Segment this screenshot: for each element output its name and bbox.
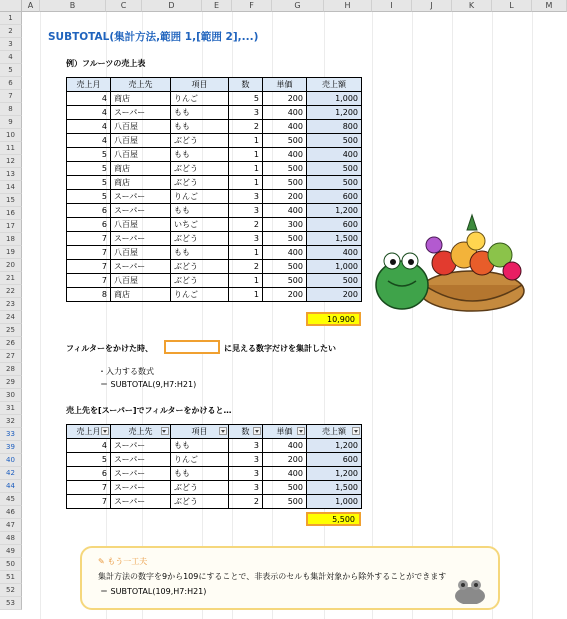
table-cell[interactable]: ぶどう [171,134,229,148]
table-cell[interactable]: 7 [67,246,111,260]
table-cell[interactable]: 八百屋 [111,246,171,260]
table-cell[interactable]: 200 [263,190,307,204]
table-row [67,92,362,106]
lightbulb-icon: ✎ [98,557,108,566]
table-cell[interactable]: 1,500 [307,232,362,246]
row-header-45[interactable]: 45 [0,493,22,506]
formula-label: ・入力する数式 [98,367,154,376]
table-row [67,246,362,260]
column-header-cell [67,78,111,92]
row-header-49[interactable]: 49 [0,545,22,558]
table-cell[interactable]: 1 [229,246,263,260]
frog-icon [452,576,488,604]
table-cell[interactable]: 1 [229,162,263,176]
header-1: 売上月 [76,80,101,89]
table-row [67,190,362,204]
table-row [67,453,362,467]
row-header-44[interactable]: 44 [0,480,22,493]
table-cell[interactable]: 4 [67,106,111,120]
table-cell[interactable]: ぶどう [171,260,229,274]
table-cell[interactable]: 500 [263,176,307,190]
filter-dropdown-icon[interactable] [101,427,109,435]
table-cell[interactable]: 800 [307,120,362,134]
table-row [67,439,362,453]
table-row [67,162,362,176]
table-row [67,288,362,302]
filtered-total-cell[interactable]: 5,500 [306,512,361,526]
row-header-1[interactable]: 1 [0,12,22,25]
table-cell[interactable]: 400 [263,246,307,260]
table-cell[interactable]: 4 [67,92,111,106]
table-cell[interactable]: 1 [229,288,263,302]
table-cell[interactable]: 500 [263,260,307,274]
table-cell[interactable]: 600 [307,190,362,204]
blank-fill-box [164,340,220,354]
page-title: SUBTOTAL(集計方法,範囲 1,[範囲 2],...) [48,31,259,43]
table-row [67,260,362,274]
row-header-12[interactable]: 12 [0,155,22,168]
table-cell[interactable]: 2 [229,260,263,274]
row-header-13[interactable]: 13 [0,168,22,181]
column-header-cell[interactable] [229,425,263,439]
table-cell[interactable]: 八百屋 [111,218,171,232]
table-cell[interactable]: 1,000 [307,495,362,509]
header-3: 項目 [191,427,208,436]
table-cell[interactable]: 400 [307,246,362,260]
row-header-31[interactable]: 31 [0,402,22,415]
table-row [67,204,362,218]
column-header-j[interactable]: J [412,0,452,12]
table-cell[interactable]: 400 [263,467,307,481]
table-cell[interactable]: 1,500 [307,481,362,495]
filter-dropdown-icon[interactable] [352,427,360,435]
tip-box [80,546,500,610]
column-header-d[interactable]: D [142,0,202,12]
row-header-20[interactable]: 20 [0,259,22,272]
header-6: 売上額 [322,427,346,436]
column-header-cell [111,78,171,92]
row-header-30[interactable]: 30 [0,389,22,402]
table-cell[interactable]: 1,200 [307,439,362,453]
filter-text-before: フィルターをかけた時、 [66,344,154,353]
table-row [67,274,362,288]
table-cell[interactable]: 3 [229,439,263,453]
table-row [67,134,362,148]
table-cell[interactable]: 500 [263,162,307,176]
header-1: 売上月 [76,427,101,436]
table-cell[interactable]: 600 [307,218,362,232]
row-header-40[interactable]: 40 [0,454,22,467]
table-row [67,232,362,246]
table-row [67,176,362,190]
table-cell[interactable]: 八百屋 [111,274,171,288]
row-header-21[interactable]: 21 [0,272,22,285]
table-cell[interactable]: もも [171,246,229,260]
grid-line [532,12,533,619]
column-header-cell[interactable] [263,425,307,439]
table-cell[interactable]: 4 [67,439,111,453]
select-all-corner[interactable] [0,0,22,12]
table-cell[interactable]: 200 [263,453,307,467]
table-cell[interactable]: 7 [67,495,111,509]
row-header-8[interactable]: 8 [0,103,22,116]
table-row [67,218,362,232]
table-cell[interactable]: スーパー [111,495,171,509]
row-header-52[interactable]: 52 [0,584,22,597]
row-header-9[interactable]: 9 [0,116,22,129]
row-header-22[interactable]: 22 [0,285,22,298]
table-cell[interactable]: 1 [229,148,263,162]
tip-heading [98,556,147,567]
tip-heading-text: もう一工夫 [107,557,148,566]
table-cell[interactable]: りんご [171,288,229,302]
table-row [67,120,362,134]
table-cell[interactable]: スーパー [111,106,171,120]
table-cell[interactable]: 3 [229,106,263,120]
header-4: 数 [241,80,250,89]
column-header-cell[interactable] [67,425,111,439]
table-cell[interactable]: りんご [171,190,229,204]
row-header-17[interactable]: 17 [0,220,22,233]
column-header-g[interactable]: G [272,0,324,12]
column-header-f[interactable]: F [232,0,272,12]
filter-label: 売上先を[スーパー]でフィルターをかけると… [66,406,232,415]
table-cell[interactable]: 7 [67,232,111,246]
column-header-h[interactable]: H [324,0,372,12]
header-2: 売上先 [128,427,153,436]
table-cell[interactable]: 5 [229,92,263,106]
table-cell[interactable]: 7 [67,260,111,274]
table-cell[interactable]: 八百屋 [111,120,171,134]
filter-text-after: に見える数字だけを集計したい [224,344,336,353]
column-header-cell [263,78,307,92]
table-cell[interactable]: 5 [67,148,111,162]
column-header-l[interactable]: L [492,0,532,12]
sales-table [66,77,362,302]
row-header-7[interactable]: 7 [0,90,22,103]
column-header-a[interactable]: A [22,0,40,12]
table-cell[interactable]: スーパー [111,260,171,274]
table-cell[interactable]: 1,200 [307,106,362,120]
row-header-47[interactable]: 47 [0,519,22,532]
row-header-42[interactable]: 42 [0,467,22,480]
row-header-6[interactable]: 6 [0,77,22,90]
column-header-cell[interactable] [307,425,362,439]
table-cell[interactable]: 5 [67,453,111,467]
table-cell[interactable]: 3 [229,453,263,467]
table-cell[interactable]: 500 [307,134,362,148]
table-cell[interactable]: 300 [263,218,307,232]
filter-dropdown-icon[interactable] [297,427,305,435]
table-row [67,148,362,162]
row-header-28[interactable]: 28 [0,363,22,376]
table-cell[interactable]: 200 [263,92,307,106]
row-header-16[interactable]: 16 [0,207,22,220]
table-cell[interactable]: もも [171,204,229,218]
total-cell[interactable]: 10,900 [306,312,361,326]
formula-text: ＝ SUBTOTAL(9,H7:H21) [100,380,197,389]
row-header-14[interactable]: 14 [0,181,22,194]
row-header-25[interactable]: 25 [0,324,22,337]
row-header-27[interactable]: 27 [0,350,22,363]
filtered-table [66,424,362,509]
row-header-39[interactable]: 39 [0,441,22,454]
table-cell[interactable]: 6 [67,218,111,232]
row-header-2[interactable]: 2 [0,25,22,38]
filter-dropdown-icon[interactable] [253,427,261,435]
table-cell[interactable]: ぶどう [171,481,229,495]
table-cell[interactable]: りんご [171,92,229,106]
row-header-11[interactable]: 11 [0,142,22,155]
table-cell[interactable]: ぶどう [171,176,229,190]
table-cell[interactable]: 1 [229,134,263,148]
table-cell[interactable]: 3 [229,481,263,495]
table-cell[interactable]: 5 [67,190,111,204]
frog-fruit-basket-illustration [372,205,532,320]
table-cell[interactable]: スーパー [111,204,171,218]
table-cell[interactable]: 3 [229,467,263,481]
table-cell[interactable]: 6 [67,467,111,481]
table-cell[interactable]: 1,200 [307,204,362,218]
column-header-m[interactable]: M [532,0,567,12]
table-cell[interactable]: 商店 [111,288,171,302]
column-header-i[interactable]: I [372,0,412,12]
table-cell[interactable]: 1,000 [307,260,362,274]
header-5: 単価 [276,80,293,89]
column-header-c[interactable]: C [106,0,142,12]
table-cell[interactable]: 500 [263,481,307,495]
table-cell[interactable]: ぶどう [171,162,229,176]
column-header-k[interactable]: K [452,0,492,12]
table-cell[interactable]: 4 [67,120,111,134]
table-cell[interactable]: 八百屋 [111,134,171,148]
column-header-cell [307,78,362,92]
row-header-50[interactable]: 50 [0,558,22,571]
header-4: 数 [241,427,250,436]
table-cell[interactable]: 6 [67,204,111,218]
table-cell[interactable]: スーパー [111,232,171,246]
table-cell[interactable]: 3 [229,204,263,218]
table-cell[interactable]: 400 [263,106,307,120]
header-5: 単価 [276,427,293,436]
row-header-29[interactable]: 29 [0,376,22,389]
table-cell[interactable]: 200 [307,288,362,302]
table-cell[interactable]: 400 [263,120,307,134]
table-cell[interactable]: 200 [263,288,307,302]
row-header-3[interactable]: 3 [0,38,22,51]
filter-dropdown-icon[interactable] [219,427,227,435]
column-header-cell [229,78,263,92]
table-cell[interactable]: 1,000 [307,92,362,106]
column-header-cell [171,78,229,92]
table-cell[interactable]: ぶどう [171,274,229,288]
table-row [67,467,362,481]
table-cell[interactable]: スーパー [111,481,171,495]
table-cell[interactable]: 2 [229,120,263,134]
table-row [67,481,362,495]
table-cell[interactable]: 400 [263,439,307,453]
table-cell[interactable]: 500 [263,495,307,509]
row-header-19[interactable]: 19 [0,246,22,259]
row-header-24[interactable]: 24 [0,311,22,324]
table-cell[interactable]: ぶどう [171,232,229,246]
tip-formula: ＝ SUBTOTAL(109,H7:H21) [100,587,207,596]
table-cell[interactable]: 1 [229,176,263,190]
table-cell[interactable]: りんご [171,453,229,467]
table-cell[interactable]: 4 [67,134,111,148]
table-cell[interactable]: もも [171,120,229,134]
table-cell[interactable]: スーパー [111,439,171,453]
table-cell[interactable]: 5 [67,162,111,176]
row-header-10[interactable]: 10 [0,129,22,142]
table-cell[interactable]: 500 [263,134,307,148]
table-cell[interactable]: 1,200 [307,467,362,481]
table-row [67,495,362,509]
table-cell[interactable]: もも [171,439,229,453]
table-cell[interactable]: 3 [229,232,263,246]
row-header-53[interactable]: 53 [0,597,22,610]
table-cell[interactable]: 2 [229,495,263,509]
table-cell[interactable]: 1 [229,274,263,288]
header-2: 売上先 [128,80,153,89]
row-header-18[interactable]: 18 [0,233,22,246]
table-cell[interactable]: 500 [307,176,362,190]
row-header-46[interactable]: 46 [0,506,22,519]
column-header-e[interactable]: E [202,0,232,12]
row-header-5[interactable]: 5 [0,64,22,77]
row-header-15[interactable]: 15 [0,194,22,207]
row-header-48[interactable]: 48 [0,532,22,545]
table-cell[interactable]: 商店 [111,92,171,106]
table-cell[interactable]: スーパー [111,453,171,467]
table-cell[interactable]: スーパー [111,190,171,204]
column-header-cell[interactable] [171,425,229,439]
table-cell[interactable]: もも [171,467,229,481]
table-cell[interactable]: 商店 [111,162,171,176]
example-label: 例）フルーツの売上表 [66,59,146,68]
table-cell[interactable]: 400 [263,204,307,218]
table-cell[interactable]: 500 [307,274,362,288]
table-cell[interactable]: 7 [67,481,111,495]
grid-line [40,12,41,619]
row-header-33[interactable]: 33 [0,428,22,441]
table-cell[interactable]: 500 [263,274,307,288]
row-header-51[interactable]: 51 [0,571,22,584]
row-header-32[interactable]: 32 [0,415,22,428]
table-cell[interactable]: 7 [67,274,111,288]
table-cell[interactable]: 8 [67,288,111,302]
table-cell[interactable]: 500 [263,232,307,246]
table-cell[interactable]: 八百屋 [111,148,171,162]
row-header-23[interactable]: 23 [0,298,22,311]
table-cell[interactable]: 400 [307,148,362,162]
table-cell[interactable]: 商店 [111,176,171,190]
table-cell[interactable]: いちご [171,218,229,232]
row-header-4[interactable]: 4 [0,51,22,64]
tip-text: 集計方法の数字を9から109にすることで、非表示のセルも集計対象から除外することができます [98,572,447,581]
column-header-b[interactable]: B [40,0,106,12]
header-6: 売上額 [322,80,346,89]
column-header-cell[interactable] [111,425,171,439]
table-cell[interactable]: 3 [229,190,263,204]
table-cell[interactable]: 2 [229,218,263,232]
table-cell[interactable]: ぶどう [171,495,229,509]
table-cell[interactable]: 5 [67,176,111,190]
table-cell[interactable]: もも [171,148,229,162]
table-cell[interactable]: 400 [263,148,307,162]
filter-active-icon[interactable] [161,427,169,435]
table-cell[interactable]: スーパー [111,467,171,481]
table-cell[interactable]: もも [171,106,229,120]
header-3: 項目 [191,80,208,89]
table-cell[interactable]: 600 [307,453,362,467]
table-row [67,106,362,120]
row-header-26[interactable]: 26 [0,337,22,350]
table-cell[interactable]: 500 [307,162,362,176]
